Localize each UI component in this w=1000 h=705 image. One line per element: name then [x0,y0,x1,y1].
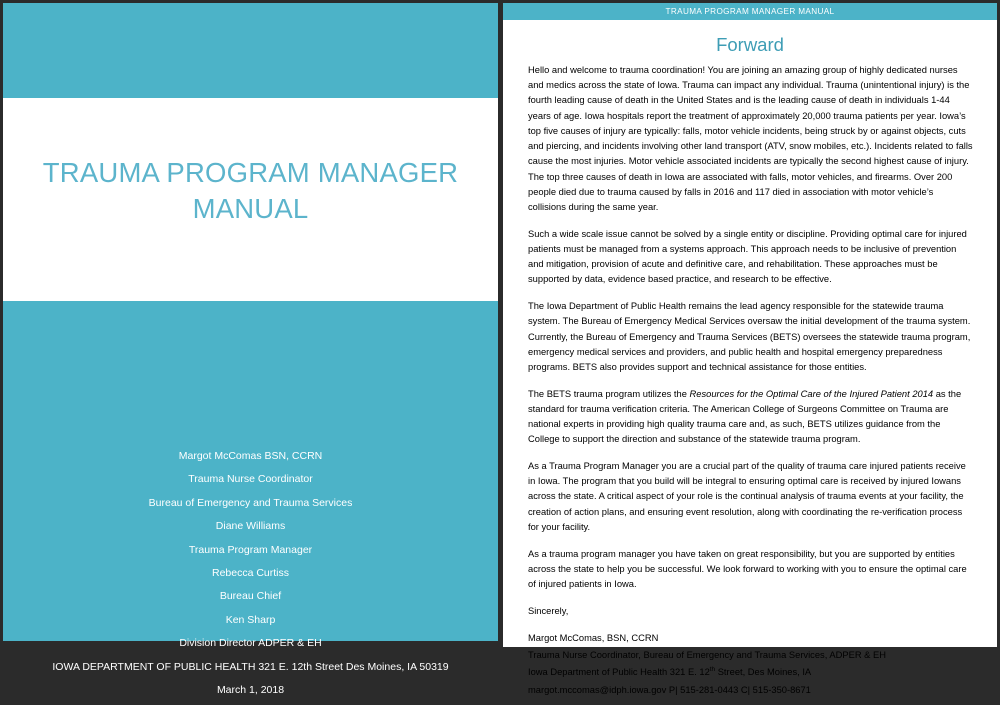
credit-line: Bureau Chief [219,590,282,603]
ordinal-suffix: th [709,666,716,674]
closing-salutation: Sincerely, [528,605,569,616]
credit-line: Rebecca Curtiss [211,567,290,580]
credit-line: Bureau of Emergency and Trauma Services [148,496,353,509]
resources-publication-title: Resources for the Optimal Care of the Injured Patient 2014 [689,388,934,399]
credit-line: Division Director ADPER & EH [179,637,322,650]
signature-block [528,631,973,698]
cover-credits-block [3,448,498,705]
paragraph-support-closing: As a trauma program manager you have taken on great responsibility, but you are supported by entities across the state to help you be successful. We look forward to working with you to ensure the optimal care of injured patients in Iowa. [528,548,967,590]
signature-role: Trauma Nurse Coordinator, Bureau of Emergency and Trauma Services, ADPER & EH [528,649,886,660]
cover-page [3,3,498,697]
signature-address-post: Street, Des Moines, IA [715,667,812,678]
credit-date-line: March 1, 2018 [216,684,285,697]
paragraph-idph-lead-agency: The Iowa Department of Public Health remains the lead agency responsible for the statewide trauma system. The Bureau of Emergency Medical Services oversaw the initial development of the trauma system. Currently, the Bureau of Emergency and Trauma Services (BETS) oversees the statewide trauma program, emergency medical services and providers, and public health and hospital emergency preparedness programs. BETS also provides support and technical assistance for those entities. [528,301,971,372]
running-header: TRAUMA PROGRAM MANAGER MANUAL [503,3,997,20]
credit-address-line: IOWA DEPARTMENT OF PUBLIC HEALTH 321 E. 12th Street Des Moines, IA 50319 [52,660,449,673]
signature-contact: margot.mccomas@idph.iowa.gov P| 515-281-0443 C| 515-350-8671 [528,684,811,695]
signature-address [528,665,973,680]
paragraph-systems-approach: Such a wide scale issue cannot be solved by a single entity or discipline. Providing optimal care for injured patients must be managed from a systems approach. This approach needs to be inclusive of prevention and mitigation, provision of acute and definitive care, and rehabilitation. These approaches must be supported by data, evidence based practice, and research to be effective. [528,228,967,285]
credit-line: Margot McComas BSN, CCRN [178,450,323,462]
paragraph-bets-resources [528,387,973,448]
cover-title: TRAUMA PROGRAM MANAGER MANUAL [42,157,459,225]
bets-lead-text: The BETS trauma program utilizes the [528,388,690,399]
paragraph-intro: Hello and welcome to trauma coordination! You are joining an amazing group of highly dedicated nurses and medics across the state of Iowa. Trauma can impact any individual. Trauma (unintentional injury) is the fourth leading cause of death in the United States and is the leading cause of death in individuals 1-44 years of age. Iowa hospitals report the treatment of approximately 20,000 trauma patients per year. Iowa’s top five causes of injury are typically: falls, motor vehicle incidents, being struck by or against objects, cuts and piercing, and incidents involving other land transport (ATV, snow mobiles, etc.). Incidents related to falls cause the most injuries. Motor vehicle associated incidents are typically the second highest cause of injury. The top three causes of death in Iowa are associated with falls, motor vehicles, and firearms. Over 200 people died due to trauma caused by falls in 2016 and 117 died in association with motor vehicle’s collisions during the same year. [528,65,973,212]
body-text-column [528,63,973,700]
credit-line: Trauma Program Manager [188,543,313,556]
credit-line: Diane Williams [215,520,286,533]
credit-line: Trauma Nurse Coordinator [188,473,313,486]
credit-line: Ken Sharp [225,613,276,626]
paragraph-tpm-role: As a Trauma Program Manager you are a crucial part of the quality of trauma care injured patients receive in Iowa. The program that you build will be integral to ensuring optimal care is received by injured Iowans across the state. A critical aspect of your role is the continual analysis of trauma events at your facility, the creation of action plans, and ensuring event resolution, along with coordinating the re-verification process for your facility. [528,461,966,532]
signature-name: Margot McComas, BSN, CCRN [528,632,659,643]
forward-page [503,3,997,695]
bets-tail-text: as the standard for trauma verification criteria. The American College of Surgeons Committee on Trauma are national experts in providing high quality trauma care and, as such, BETS utilizes guidance from the College to support the direction and substance of the statewide trauma program. [528,388,962,445]
signature-address-pre: Iowa Department of Public Health 321 E. 12 [528,667,710,678]
page-title: Forward [716,34,784,55]
